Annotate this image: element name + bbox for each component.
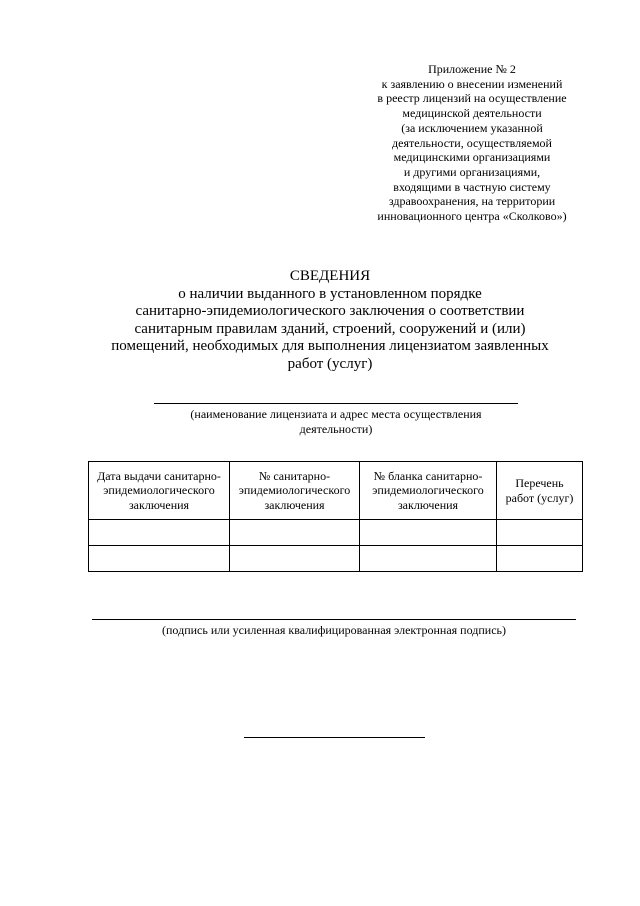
appendix-note (352, 62, 592, 224)
appendix-line: здравоохранения, на территории (388, 194, 556, 209)
appendix-line: входящими в частную систему (393, 179, 551, 194)
heading-line: работ (услуг) (287, 355, 373, 372)
conclusion-table (88, 461, 583, 572)
bottom-fill-line[interactable] (244, 737, 425, 738)
licensee-caption (154, 407, 518, 436)
document-heading (60, 268, 600, 374)
header-line: № санитарно- (258, 469, 331, 484)
table-row (89, 520, 583, 546)
licensee-fill-line[interactable] (154, 403, 518, 404)
header-line: эпидемиологического (372, 483, 484, 498)
licensee-caption-line: (наименование лицензиата и адрес места осуществления (190, 407, 482, 421)
heading-line: санитарным правилам зданий, строений, сооружений и (или) (134, 320, 526, 337)
appendix-line: медицинской деятельности (402, 106, 542, 121)
appendix-line: к заявлению о внесении изменений (381, 76, 563, 91)
table-cell[interactable] (497, 546, 583, 572)
header-conclusion-number (230, 462, 360, 520)
table-cell[interactable] (230, 546, 360, 572)
header-line: заключения (264, 497, 325, 512)
table-cell[interactable] (230, 520, 360, 546)
header-issue-date (89, 462, 230, 520)
header-line: эпидемиологического (103, 483, 215, 498)
signature-caption: (подпись или усиленная квалифицированная электронная подпись) (162, 623, 506, 637)
licensee-caption-line: деятельности) (299, 421, 373, 436)
table-cell[interactable] (89, 546, 230, 572)
table-cell[interactable] (497, 520, 583, 546)
heading-line: санитарно-эпидемиологического заключения о соответствии (135, 303, 525, 320)
appendix-line: медицинскими организациями (393, 150, 551, 165)
heading-line: о наличии выданного в установленном порядке (178, 285, 482, 302)
appendix-line: в реестр лицензий на осуществление (377, 91, 567, 106)
appendix-line: деятельности, осуществляемой (392, 135, 552, 150)
document-title: СВЕДЕНИЯ (289, 268, 371, 284)
signature-fill-line[interactable] (92, 619, 576, 620)
table-cell[interactable] (360, 520, 497, 546)
header-line: № бланка санитарно- (373, 469, 483, 484)
table-row (89, 546, 583, 572)
table-cell[interactable] (360, 546, 497, 572)
appendix-line: Приложение № 2 (428, 62, 516, 76)
header-line: заключения (397, 497, 459, 512)
table-header-row (89, 462, 583, 520)
header-line: Дата выдачи санитарно- (97, 469, 221, 484)
header-line: эпидемиологического (238, 483, 351, 498)
appendix-line: инновационного центра «Сколково») (377, 209, 567, 224)
header-line: заключения (128, 497, 190, 512)
heading-line: помещений, необходимых для выполнения лицензиатом заявленных (111, 338, 549, 355)
header-works-list (497, 462, 583, 520)
header-form-number (360, 462, 497, 520)
appendix-line: и другими организациями, (403, 164, 541, 179)
table-cell[interactable] (89, 520, 230, 546)
header-line: Перечень (515, 476, 564, 491)
appendix-line: (за исключением указанной (401, 120, 543, 135)
header-line: работ (услуг) (505, 490, 574, 505)
